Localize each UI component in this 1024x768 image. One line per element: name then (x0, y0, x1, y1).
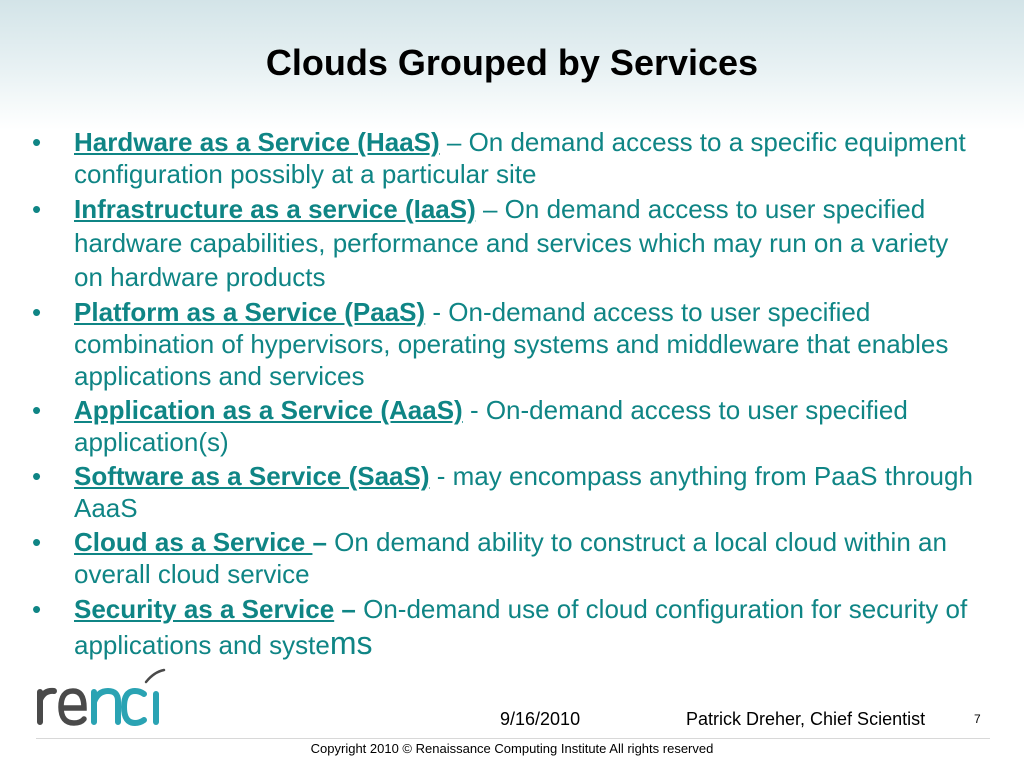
bullet-dot: • (32, 395, 42, 425)
bullet-dot: • (32, 461, 42, 491)
bullet-dot: • (32, 297, 42, 327)
term-security: Security as a Service (74, 594, 335, 624)
description-iaas: – On demand access to user specified hardware capabilities, performance and services which may run on a variety on hardware products (74, 194, 949, 292)
footer-divider (36, 738, 990, 739)
copyright-notice: Copyright 2010 © Renaissance Computing Institute All rights reserved (310, 741, 714, 756)
description-haas: – On demand access to a specific equipment configuration possibly at a particular site (74, 127, 966, 189)
term-iaas: Infrastructure as a service (IaaS) (74, 194, 476, 224)
bullet-dot: • (32, 127, 42, 157)
footer-date: 9/16/2010 (500, 709, 581, 729)
connector-cloud: – (312, 527, 327, 557)
list-item-iaas (30, 192, 980, 294)
term-cloud: Cloud as a Service (74, 527, 313, 557)
list-item-haas (30, 126, 980, 190)
list-item-security (30, 592, 980, 662)
footer-author: Patrick Dreher, Chief Scientist (686, 709, 926, 729)
term-paas: Platform as a Service (PaaS) (74, 297, 426, 327)
renci-logo (36, 668, 166, 732)
description-security-tail: ms (329, 625, 373, 661)
term-aaas: Application as a Service (AaaS) (74, 395, 463, 425)
bullet-dot: • (32, 194, 42, 224)
list-item-saas (30, 460, 980, 524)
term-saas: Software as a Service (SaaS) (74, 461, 430, 491)
term-haas: Hardware as a Service (HaaS) (74, 127, 440, 157)
connector-security: – (334, 594, 356, 624)
description-cloud: On demand ability to construct a local cloud within an overall cloud service (74, 527, 947, 589)
description-saas: - may encompass anything from PaaS through AaaS (74, 461, 973, 523)
page-number: 7 (974, 712, 981, 726)
list-item-cloud (30, 526, 980, 590)
list-item-paas (30, 296, 980, 392)
slide-title: Clouds Grouped by Services (265, 42, 759, 83)
list-item-aaas (30, 394, 980, 458)
bullet-list (30, 126, 980, 662)
description-security: On-demand use of cloud configuration for security of applications and syste (74, 594, 968, 660)
bullet-dot: • (32, 594, 42, 624)
description-aaas: - On-demand access to user specified application(s) (74, 395, 908, 457)
bullet-dot: • (32, 527, 42, 557)
description-paas: - On-demand access to user specified combination of hypervisors, operating systems and middleware that enables applications and services (74, 297, 949, 391)
